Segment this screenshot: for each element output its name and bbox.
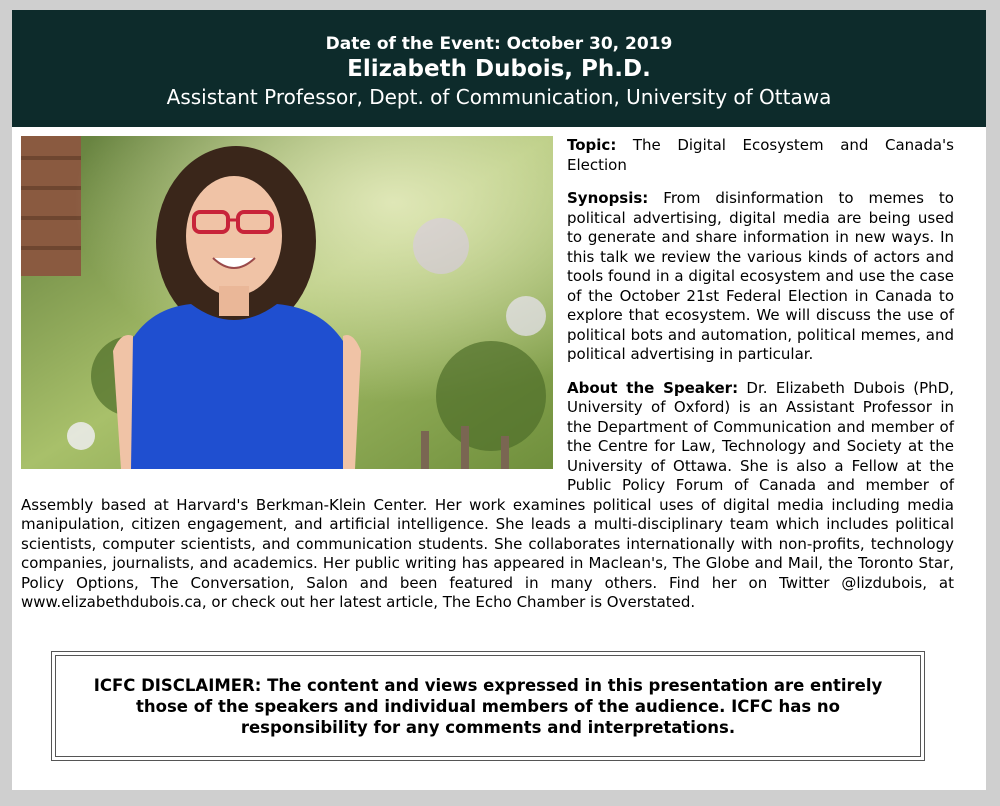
- topic-label: Topic:: [567, 136, 617, 154]
- speaker-photo-illustration: [21, 136, 553, 469]
- topic-text: The Digital Ecosystem and Canada's Election: [567, 136, 954, 174]
- synopsis-label: Synopsis:: [567, 189, 649, 207]
- synopsis-text: From disinformation to memes to political advertising, digital media are being used to generate and share information in new ways. In this talk we review the various kinds of actors and tools found in a digital ecosystem and use the case of the October 21st Federal Election in Canada to explore that ecosystem. We will discuss the use of political bots and automation, political memes, and political advertising in particular.: [567, 189, 954, 363]
- disclaimer-text: ICFC DISCLAIMER: The content and views expressed in this presentation are entirely those of the speakers and individual members of the audience. ICFC has no responsibility for any comments and interpretations.: [55, 655, 921, 757]
- speaker-name: Elizabeth Dubois, Ph.D.: [347, 56, 651, 82]
- content-area: [21, 136, 954, 627]
- header-banner: [12, 10, 986, 127]
- disclaimer-box: [51, 651, 925, 761]
- about-label: About the Speaker:: [567, 378, 739, 397]
- speaker-photo: [21, 136, 553, 469]
- about-text: Dr. Elizabeth Dubois (PhD, University of Oxford) is an Assistant Professor in the Department of Communication and member of the Centre for Law, Technology and Society at the University of Ottawa. She is also a Fellow at the Public Policy Forum of Canada and member of Assembly based at Harvard's Berkman-Klein Center. Her work examines political uses of digital media including media manipulation, citizen engagement, and artificial intelligence. She leads a multi-disciplinary team which includes political scientists, computer scientists, and communication students. She collaborates internationally with non-profits, technology companies, journalists, and academics. Her public writing has appeared in Maclean's, The Globe and Mail, the Toronto Star, Policy Options, The Conversation, Salon and been featured in many others. Find her on Twitter @lizdubois, at www.elizabethdubois.ca, or check out her latest article, The Echo Chamber is Overstated.: [21, 378, 954, 611]
- event-date: Date of the Event: October 30, 2019: [325, 34, 673, 54]
- speaker-title: Assistant Professor, Dept. of Communication, University of Ottawa: [166, 85, 832, 109]
